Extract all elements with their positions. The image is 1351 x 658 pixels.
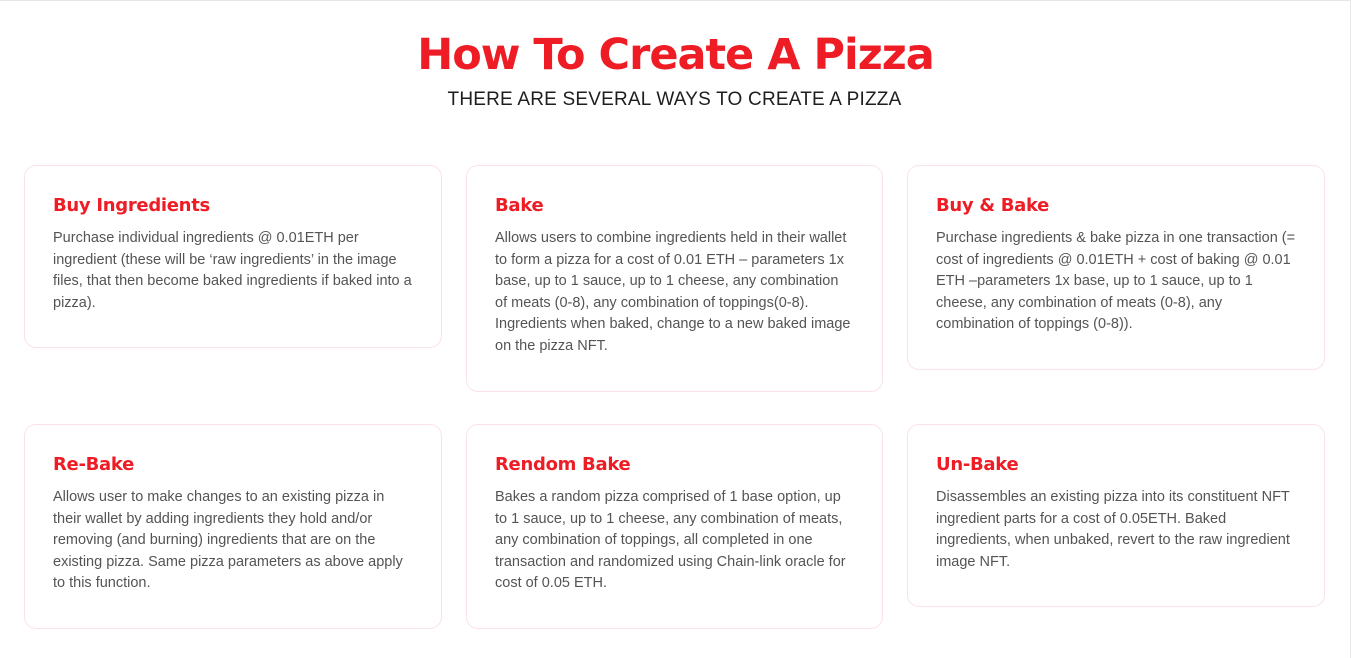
card-buy-and-bake bbox=[907, 165, 1325, 370]
card-description: Allows user to make changes to an existing pizza in their wallet by adding ingredients they hold and/or removing (and burning) ingredients that are on the existing pizza. Same pizza parameters as above apply to this function. bbox=[53, 489, 403, 591]
card-buy-ingredients bbox=[24, 165, 442, 348]
card-re-bake bbox=[24, 424, 442, 629]
card-title: Rendom Bake bbox=[495, 454, 631, 475]
card-un-bake bbox=[907, 424, 1325, 607]
card-description: Purchase ingredients & bake pizza in one transaction (= cost of ingredients @ 0.01ETH + cost of baking @ 0.01 ETH –parameters 1x base, up to 1 sauce, up to 1 cheese, any combination of meats (0-8), any combination of toppings (0-8)). bbox=[936, 230, 1296, 332]
card-title: Buy Ingredients bbox=[53, 195, 210, 216]
card-description: Bakes a random pizza comprised of 1 base option, up to 1 sauce, up to 1 cheese, any combination of meats, any combination of toppings, all completed in one transaction and randomized using Chain-link oracle for cost of 0.05 ETH. bbox=[495, 489, 846, 591]
page-title: How To Create A Pizza bbox=[417, 30, 934, 80]
card-random-bake bbox=[466, 424, 883, 629]
card-description: Purchase individual ingredients @ 0.01ETH per ingredient (these will be ‘raw ingredients’ in the image files, that then become baked ingredients if baked into a pizza). bbox=[53, 230, 412, 311]
page-subtitle: THERE ARE SEVERAL WAYS TO CREATE A PIZZA bbox=[447, 89, 902, 110]
card-description: Disassembles an existing pizza into its constituent NFT ingredient parts for a cost of 0.05ETH. Baked ingredients, when unbaked, revert to the raw ingredient image NFT. bbox=[936, 489, 1290, 570]
card-description: Allows users to combine ingredients held in their wallet to form a pizza for a cost of 0.01 ETH – parameters 1x base, up to 1 sauce, up to 1 cheese, any combination of meats (0-8), any combination of toppings(0-8). Ingredients when baked, change to a new baked image on the pizza NFT. bbox=[495, 230, 851, 354]
card-title: Buy & Bake bbox=[936, 195, 1050, 216]
card-title: Re-Bake bbox=[53, 454, 135, 475]
card-bake bbox=[466, 165, 883, 392]
card-title: Bake bbox=[495, 195, 544, 216]
card-title: Un-Bake bbox=[936, 454, 1019, 475]
